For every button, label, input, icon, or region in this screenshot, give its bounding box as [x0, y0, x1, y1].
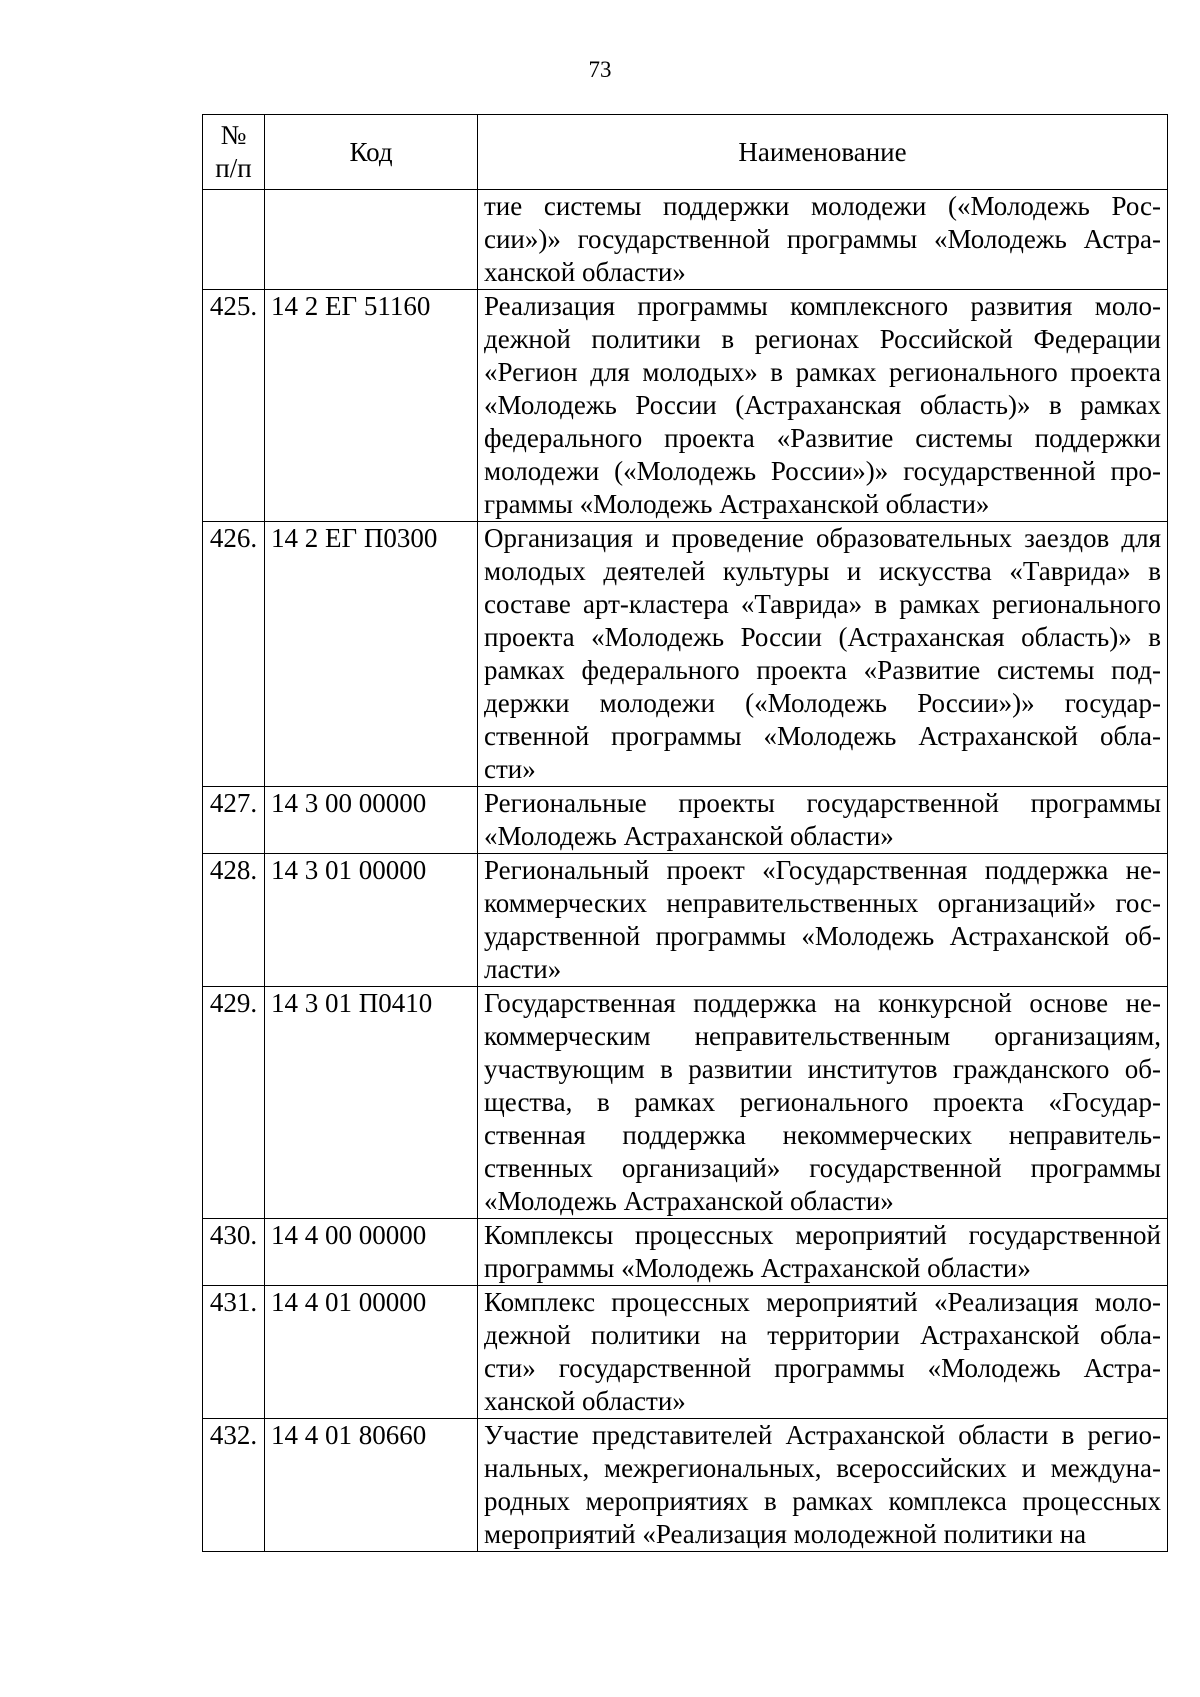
table-row — [203, 1286, 1168, 1419]
name-text-line: ханской области» — [484, 1386, 686, 1416]
name-text-line: Региональные проекты государственной программы — [484, 788, 1161, 818]
name-text-line: составе арт-кластера «Таврида» в рамках регионального — [484, 589, 1161, 619]
name-text-line: программы «Молодежь Астраханской области» — [484, 1253, 1031, 1283]
row-number-cell: 430. — [203, 1219, 265, 1286]
row-name-cell — [478, 787, 1168, 854]
name-text-line: ственная поддержка некоммерческих неправитель- — [484, 1120, 1161, 1150]
row-code-cell: 14 3 01 00000 — [265, 854, 478, 987]
row-code-cell: 14 3 01 П0410 — [265, 987, 478, 1219]
name-text-line: родных мероприятиях в рамках комплекса процессных — [484, 1486, 1161, 1516]
name-text-line: федерального проекта «Развитие системы поддержки — [484, 423, 1161, 453]
table-row — [203, 987, 1168, 1219]
name-text-line: молодых деятелей культуры и искусства «Таврида» в — [484, 556, 1161, 586]
row-number-cell: 431. — [203, 1286, 265, 1419]
name-text-line: Комплекс процессных мероприятий «Реализация моло- — [484, 1287, 1161, 1317]
name-text-line: Реализация программы комплексного развития моло- — [484, 291, 1161, 321]
name-text-line: ханской области» — [484, 257, 686, 287]
name-text-line: держки молодежи («Молодежь России»)» государ- — [484, 688, 1161, 718]
row-number-cell — [203, 190, 265, 290]
header-num: № п/п — [203, 115, 265, 190]
name-text-line: нальных, межрегиональных, всероссийских и междуна- — [484, 1453, 1161, 1483]
name-text-line: щества, в рамках регионального проекта «Государ- — [484, 1087, 1161, 1117]
name-text-line: «Молодежь России (Астраханская область)» в рамках — [484, 390, 1161, 420]
name-text-line: сти» — [484, 754, 536, 784]
row-name-cell — [478, 1419, 1168, 1552]
table-row — [203, 854, 1168, 987]
row-name-cell — [478, 290, 1168, 522]
row-code-cell: 14 4 00 00000 — [265, 1219, 478, 1286]
row-code-cell: 14 3 00 00000 — [265, 787, 478, 854]
name-text-line: проекта «Молодежь России (Астраханская область)» в — [484, 622, 1161, 652]
row-name-cell — [478, 1219, 1168, 1286]
row-number-cell: 427. — [203, 787, 265, 854]
row-name-cell — [478, 190, 1168, 290]
name-text-line: тие системы поддержки молодежи («Молодежь Рос- — [484, 191, 1161, 221]
name-text-line: ственной программы «Молодежь Астраханской обла- — [484, 721, 1161, 751]
name-text-line: сии»)» государственной программы «Молодежь Астра- — [484, 224, 1161, 254]
row-name-cell — [478, 854, 1168, 987]
name-text-line: «Регион для молодых» в рамках регионального проекта — [484, 357, 1161, 387]
row-code-cell — [265, 190, 478, 290]
row-number-cell: 429. — [203, 987, 265, 1219]
row-number-cell: 428. — [203, 854, 265, 987]
table-row — [203, 787, 1168, 854]
table-row — [203, 1419, 1168, 1552]
document-table — [202, 114, 1168, 1552]
name-text-line: граммы «Молодежь Астраханской области» — [484, 489, 990, 519]
row-code-cell: 14 4 01 80660 — [265, 1419, 478, 1552]
name-text-line: ласти» — [484, 954, 562, 984]
page-number: 73 — [588, 57, 612, 82]
name-text-line: Организация и проведение образовательных заездов для — [484, 523, 1161, 553]
name-text-line: дежной политики в регионах Российской Федерации — [484, 324, 1161, 354]
row-code-cell: 14 2 ЕГ П0300 — [265, 522, 478, 787]
name-text-line: дежной политики на территории Астраханской обла- — [484, 1320, 1161, 1350]
table-header-row — [203, 115, 1168, 190]
name-text-line: Участие представителей Астраханской области в регио- — [484, 1420, 1161, 1450]
name-text-line: мероприятий «Реализация молодежной политики на — [484, 1519, 1087, 1549]
name-text-line: ударственной программы «Молодежь Астраханской об- — [484, 921, 1161, 951]
row-number-cell: 432. — [203, 1419, 265, 1552]
table-row — [203, 1219, 1168, 1286]
header-name: Наименование — [478, 115, 1168, 190]
row-name-cell — [478, 987, 1168, 1219]
name-text-line: рамках федерального проекта «Развитие системы под- — [484, 655, 1161, 685]
row-number-cell: 425. — [203, 290, 265, 522]
table-row — [203, 290, 1168, 522]
name-text-line: «Молодежь Астраханской области» — [484, 1186, 894, 1216]
name-text-line: коммерческих неправительственных организаций» гос- — [484, 888, 1161, 918]
row-code-cell: 14 4 01 00000 — [265, 1286, 478, 1419]
name-text-line: Государственная поддержка на конкурсной основе не- — [484, 988, 1161, 1018]
name-text-line: коммерческим неправительственным организациям, — [484, 1021, 1161, 1051]
header-code: Код — [265, 115, 478, 190]
table-row — [203, 190, 1168, 290]
row-number-cell: 426. — [203, 522, 265, 787]
name-text-line: участвующим в развитии институтов гражданского об- — [484, 1054, 1161, 1084]
name-text-line: молодежи («Молодежь России»)» государственной про- — [484, 456, 1161, 486]
table-body — [203, 190, 1168, 1552]
name-text-line: Комплексы процессных мероприятий государственной — [484, 1220, 1161, 1250]
row-code-cell: 14 2 ЕГ 51160 — [265, 290, 478, 522]
row-name-cell — [478, 1286, 1168, 1419]
row-name-cell — [478, 522, 1168, 787]
table-row — [203, 522, 1168, 787]
name-text-line: Региональный проект «Государственная поддержка не- — [484, 855, 1161, 885]
name-text-line: ственных организаций» государственной программы — [484, 1153, 1161, 1183]
name-text-line: «Молодежь Астраханской области» — [484, 821, 894, 851]
name-text-line: сти» государственной программы «Молодежь Астра- — [484, 1353, 1161, 1383]
